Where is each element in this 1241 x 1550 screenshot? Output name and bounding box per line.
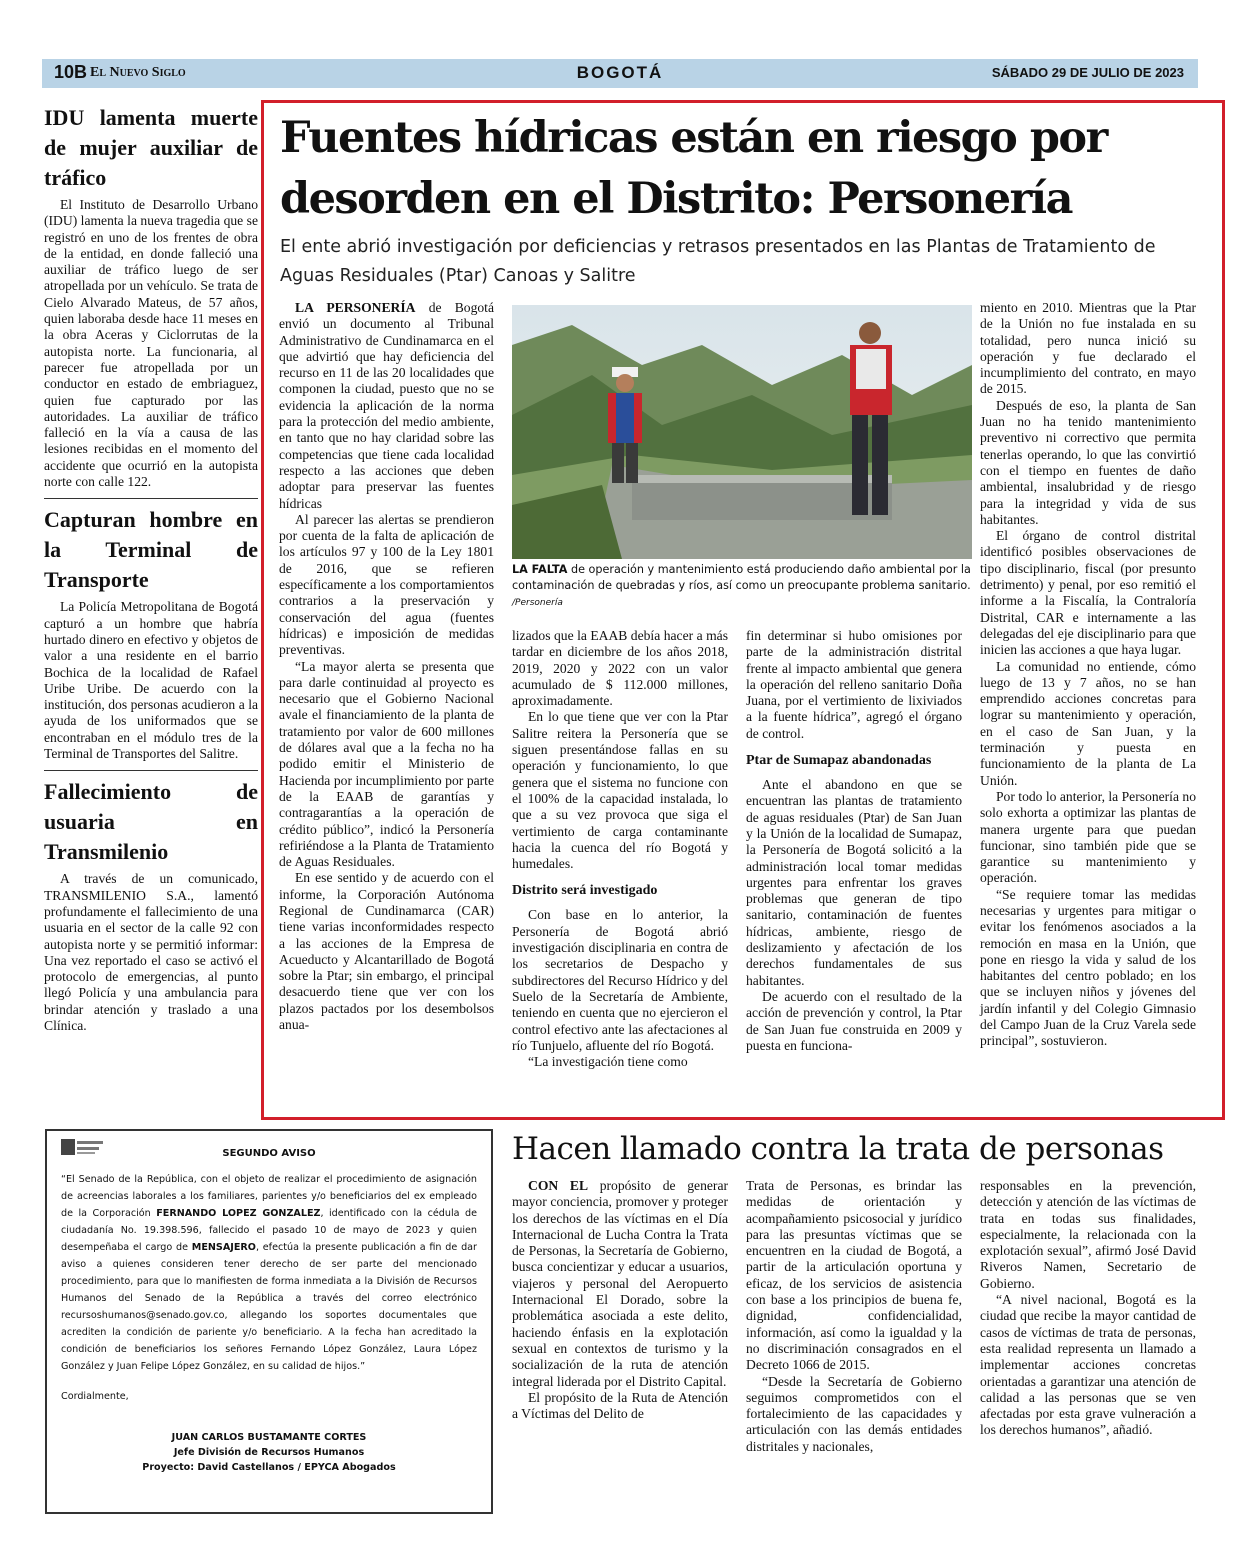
sidebar — [44, 103, 258, 1034]
divider — [44, 770, 258, 771]
notice-text: “El Senado de la República, con el objeto de realizar el procedimiento de asignación de acreencias laborales a los familiares, parientes y/o beneficiarios del ex empleado de la Corporación — [61, 1174, 477, 1219]
notice-body — [61, 1171, 477, 1375]
notice-text: , identificado con la cédula de ciudadanía No. 19.398.596, fallecido el pasado 10 de mayo de 2023 y quien desempeñaba el cargo de — [61, 1208, 477, 1253]
paragraph: Después de eso, la planta de San Juan no ha tenido mantenimiento preventivo ni correctivo que permita tenerlas operando, lo que las convirtió con el tiempo en fuentes de daño ambiental, insalubridad y de riesgo para la integridad y vida de sus habitantes. — [980, 397, 1196, 527]
story2-column-2 — [746, 1178, 962, 1455]
section-name: BOGOTÁ — [576, 63, 664, 82]
news-photo — [512, 305, 972, 559]
second-headline: Hacen llamado contra la trata de personas — [512, 1131, 1164, 1167]
story2-column-3 — [980, 1178, 1196, 1439]
main-column-4 — [980, 300, 1196, 1050]
legal-notice — [45, 1129, 493, 1514]
subheading: Distrito será investigado — [512, 883, 658, 899]
paragraph: La comunidad no entiende, cómo luego de 13 y 7 años, no se han emprendido acciones concretas para lograr su mantenimiento y operación, en el caso de San Juan, y la terminación y puesta en funcionamiento de la planta de La Unión. — [980, 658, 1196, 788]
sidebar-headline-3: Fallecimiento de usuaria en Transmilenio — [44, 779, 258, 865]
paragraph: Por todo lo anterior, la Personería no solo exhorta a optimizar las plantas de manera urgente para que puedan funcionar, sino también pide que se garantice su mantenimiento y operación. — [980, 788, 1196, 886]
paragraph: Con base en lo anterior, la Personería de Bogotá abrió investigación disciplinaria en contra de los secretarios de Despacho y subdirectores del Recurso Hídrico y del Suelo de la Secretaría de Ambiente, teniendo en cuenta que no ejercieron el control efectivo ante las afectaciones al río Tunjuelo, afluente del río Bogotá. — [512, 907, 728, 1053]
divider — [44, 498, 258, 499]
paragraph: propósito de generar mayor conciencia, promover y proteger los derechos de las víctimas en el Día Internacional de Lucha Contra la Trata de Personas, la Secretaría de Gobierno, busca concientizar y educar a usuarios, viajeros y personal del Aeropuerto Internacional El Dorado, sobre la problemática asociada a este delito, haciendo énfasis en la explotación sexual en contextos de turismo y la socialización de la ruta de atención integral liderada por el Distrito Capital. — [512, 1178, 729, 1389]
photo-credit: /Personería — [512, 598, 563, 608]
main-headline: Fuentes hídricas están en riesgo por desorden en el Distrito: Personería — [280, 113, 1107, 224]
paragraph: “Desde la Secretaría de Gobierno seguimos comprometidos con el fortalecimiento de las capacidades y articulación con las demás entidades distritales y nacionales, — [746, 1373, 962, 1454]
paragraph: fin determinar si hubo omisiones por parte de la administración distrital frente al impacto ambiental que genera la operación del relleno sanitario Doña Juana, por el vertimiento de lixiviados a la fuente hídrica”, agregó el órgano de control. — [746, 628, 962, 741]
paragraph: Al parecer las alertas se prendieron por cuenta de la falta de aplicación de los artículos 97 y 100 de la Ley 1801 de 2016, que se refieren específicamente a los comportamientos contrarios a la preservación y conservación del agua (fuentes hídricas) e imposición de medidas preventivas. — [279, 511, 494, 658]
main-column-3 — [746, 628, 962, 1054]
paragraph: responsables en la prevención, detección y atención de las víctimas de trata en todas sus finalidades, especialmente, la relacionada con la explotación sexual”, afirmó José David Riveros Namen, Secretario de Gobierno. — [980, 1178, 1196, 1291]
notice-deceased: FERNANDO LOPEZ GONZALEZ — [156, 1208, 321, 1219]
photo-caption — [512, 562, 974, 611]
main-column-1 — [279, 300, 494, 1033]
paragraph: “A nivel nacional, Bogotá es la ciudad que recibe la mayor cantidad de casos de víctimas de trata de personas, esta realidad representa un llamado a implementar acciones concretas orientadas a garantizar una atención de calidad a las personas que se ven afectadas por esta grave vulneración a los derechos humanos”, añadió. — [980, 1292, 1196, 1438]
notice-post: MENSAJERO — [191, 1242, 256, 1253]
paragraph: En lo que tiene que ver con la Ptar Salitre reitera la Personería que se siguen presentándose fallas en su operación y funcionamiento, lo que genera que el sistema no funcione con el 100% de la capacidad instalada, lo que a su vez provoca que siga el vertimiento de carga contaminante hacia la cuenca del río Bogotá y humedales. — [512, 709, 728, 872]
publication-date: SÁBADO 29 DE JULIO DE 2023 — [991, 65, 1184, 80]
main-deck: El ente abrió investigación por deficiencias y retrasos presentados en las Plantas de Tratamiento de Aguas Residuales (Ptar) Canoas y Salitre — [280, 237, 1156, 286]
signer-name: JUAN CARLOS BUSTAMANTE CORTES — [171, 1432, 367, 1443]
paragraph: Ante el abandono en que se encuentran las plantas de tratamiento de aguas residuales (Ptar) de San Juan y la Unión de la localidad de Sumapaz, la Personería de Bogotá solicitó a la administración local tomar medidas urgentes para enfrentar los graves problemas que generan de tipo sanitario, contaminación de fuentes hídricas, ambiente, riesgo de deslizamiento y afectación de los derechos fundamentales de sus habitantes. — [746, 777, 962, 988]
notice-text: , efectúa la presente publicación a fin de dar aviso a quienes consideren tener derecho de ser parte del mencionado procedimiento, para que lo manifiesten de forma inmediata a la División de Recursos Humanos del Senado de la República a través del correo electrónico recursoshumanos@senado.gov.co, allegando los soportes documentales que acrediten la condición de pariente y/o beneficiario. A la fecha han acreditado la condición de beneficiarios los señores Fernando López González, Laura López González y Juan Felipe López González, en su calidad de hijos.” — [61, 1242, 477, 1372]
paragraph: lizados que la EAAB debía hacer a más tardar en diciembre de los años 2018, 2019, 2020 y 2022 con un valor acumulado de $ 112.000 millones, aproximadamente. — [512, 628, 728, 709]
notice-closing: Cordialmente, — [61, 1391, 129, 1402]
newspaper-name: El Nuevo Siglo — [90, 65, 186, 80]
paragraph: de Bogotá envió un documento al Tribunal Administrativo de Cundinamarca en el que advirtió que hay deficiencia del recurso en 11 de las 20 localidades que componen la ciudad, puesto que no se evidencia la aplicación de la norma para la protección del medio ambiente, en tanto que no hay claridad sobre las competencias que tiene cada localidad respecto a las acciones que deben adoptar para preservar las fuentes hídricas — [279, 300, 494, 511]
page-header — [42, 59, 1198, 88]
sidebar-body-3: A través de un comunicado, TRANSMILENIO S.A., lamentó profundamente el fallecimiento de una usuaria en el sector de la calle 92 con autopista norte y se permitió informar: Una vez reportado el caso se activó el protocolo de emergencias, al punto llegó Policía y una ambulancia para brindar atención y traslado a una Clínica. — [44, 871, 258, 1033]
main-column-2 — [512, 628, 728, 1070]
notice-title: SEGUNDO AVISO — [222, 1148, 316, 1159]
paragraph: En ese sentido y de acuerdo con el informe, la Corporación Autónoma Regional de Cundinamarca (CAR) tiene varias inconformidades respecto a las acciones de la Empresa de Acueducto y Alcantarillado de Bogotá sobre la Ptar; sin embargo, el principal desacuerdo tiene que ver con los plazos pactados por los desembolsos anua- — [279, 870, 494, 1033]
story2-column-1 — [512, 1178, 728, 1422]
sidebar-body-2: La Policía Metropolitana de Bogotá capturó a un hombre que habría hurtado dinero en efectivo y objetos de valor a una residente en el barrio Bochica de la localidad de Rafael Uribe Uribe. De acuerdo con la institución, dos personas acudieron a la ayuda de los uniformados que se encontraban en el módulo tres de la Terminal de Transportes del Salitre. — [44, 599, 258, 762]
paragraph: “La investigación tiene como — [528, 1054, 688, 1070]
subheading: Ptar de Sumapaz abandonadas — [746, 753, 932, 769]
sidebar-headline-1: IDU lamenta muerte de mujer auxiliar de tráfico — [44, 105, 258, 190]
sidebar-headline-2: Capturan hombre en la Terminal de Transporte — [44, 507, 258, 593]
caption-text: de operación y mantenimiento está produciendo daño ambiental por la contaminación de quebradas y ríos, así como un preocupante problema sanitario. — [512, 563, 971, 592]
paragraph: “La mayor alerta se presenta que para darle continuidad al proyecto es necesario que el Gobierno Nacional avale el financiamiento de la planta de tratamiento por valor de 600 millones de dólares aval que a la fecha no ha podido emitir el Ministerio de Hacienda por incumplimiento por parte de la EAAB de garantías y contragarantías a la operación de crédito público”, indicó la Personería refiriéndose a la Planta de Tratamiento de Aguas Residuales. — [279, 658, 494, 870]
paragraph: miento en 2010. Mientras que la Ptar de la Unión no fue instalada en su totalidad, pero nunca inició su operación y fue declarado el incumplimiento del contrato, en mayo de 2015. — [980, 300, 1196, 397]
signer-role: Jefe División de Recursos Humanos — [173, 1447, 365, 1458]
paragraph: Trata de Personas, es brindar las medidas de orientación y acompañamiento psicosocial y jurídico para las presuntas víctimas que se encuentren en la ciudad de Bogotá, a partir de la articulación oportuna y eficaz, de los servicios de asistencia con base a los principios de buena fe, dignidad, confidencialidad, información, así como la igualdad y la no discriminación consagrados en el Decreto 1066 de 2015. — [746, 1178, 962, 1373]
page-number: 10B — [54, 62, 88, 82]
paragraph: El órgano de control distrital identificó posibles observaciones de tipo disciplinario, fiscal (por presunto detrimento) y penal, por eso remitió el informe a la Fiscalía, la Contraloría Distrital, CAR e internamente a las delegadas del eje disciplinario para que inicien las acciones a que haya lugar. — [980, 528, 1196, 658]
paragraph: El propósito de la Ruta de Atención a Víctimas del Delito de — [512, 1389, 728, 1422]
lead-in: CON EL — [528, 1178, 589, 1193]
caption-lead: LA FALTA — [512, 563, 568, 576]
paragraph: De acuerdo con el resultado de la acción de prevención y control, la Ptar de San Juan fue construida en 2009 y puesta en funciona- — [746, 988, 962, 1053]
notice-project: Proyecto: David Castellanos / EPYCA Abogados — [142, 1462, 396, 1473]
notice-signature — [47, 1430, 491, 1475]
paragraph: “Se requiere tomar las medidas necesarias y urgentes para mitigar o evitar los fenómenos asociados a la remoción en masa en la Unión, que pone en riesgo la vida y salud de los habitantes del centro poblado; en los que se incluyen niños y jóvenes del jardín infantil y del Colegio Gimnasio del Campo Juan de la Cruz Varela sede principal”, sostuvieron. — [980, 886, 1196, 1049]
lead-in: LA PERSONERÍA — [295, 300, 416, 315]
photo-illustration — [512, 305, 972, 559]
sidebar-body-1: El Instituto de Desarrollo Urbano (IDU) lamenta la nueva tragedia que se registró en uno de los frentes de obra de la entidad, en donde falleció una auxiliar de tráfico luego de ser atropellada por un vehículo. Se trata de Cielo Alvarado Mateus, de 57 años, quien laboraba desde hace 11 meses en la obra Aceras y Ciclorrutas de la autopista norte. La funcionaria, al parecer fue atropellada por un conductor en estado de embriaguez, quien fue capturado por las autoridades. La auxiliar de tráfico falleció en la vía a causa de las lesiones recibidas en el momento del accidente que ocurrió en la autopista norte con calle 122. — [44, 197, 258, 490]
